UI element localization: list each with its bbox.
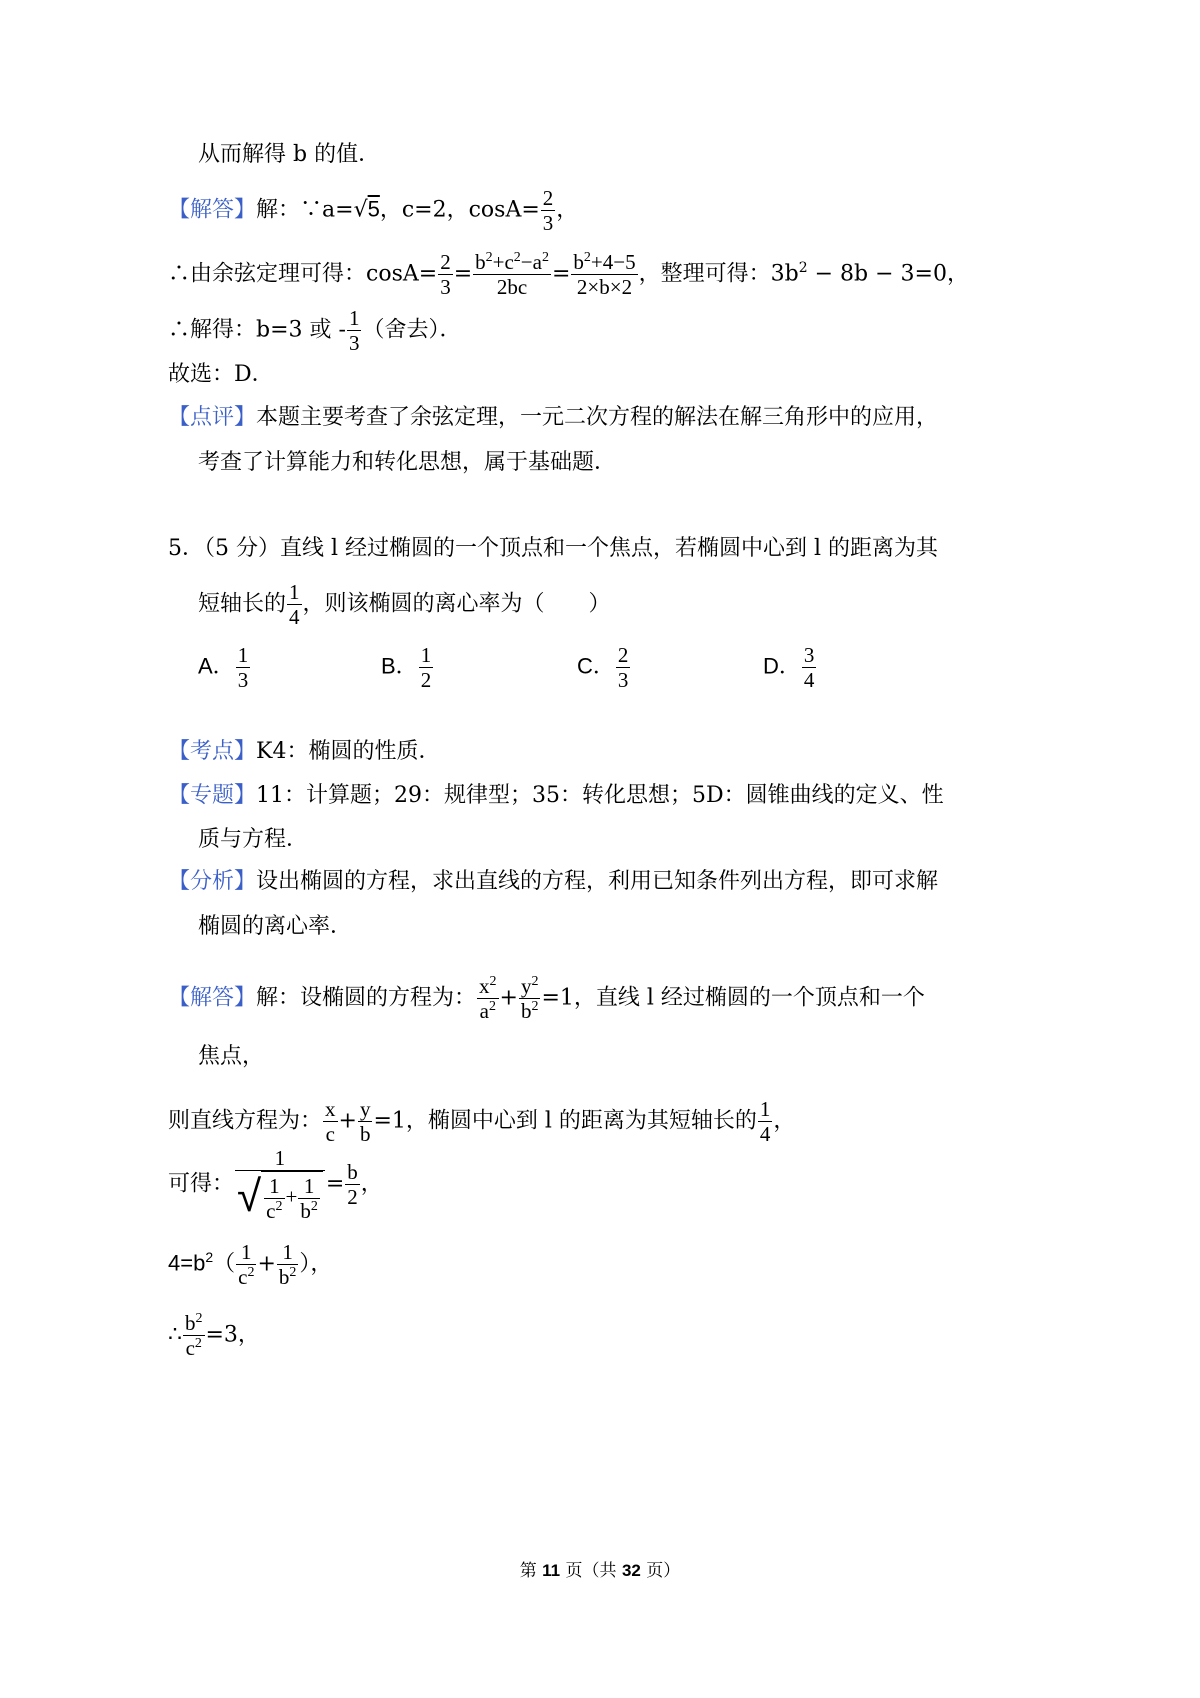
solve-line: ∴解得：b=3 或 - $\frac{1}{3}$ （舍去）． <box>168 306 462 355</box>
fenxi-tag: 【分析】 <box>168 869 257 894</box>
fraction-one-quarter: $\frac{1}{4}$ <box>289 580 300 629</box>
solution-tag: 【解答】 <box>168 197 257 223</box>
option-a: A． $\frac{1}{3}$ <box>198 643 249 692</box>
page-number: 11 <box>542 1561 561 1580</box>
fraction-y-b: $\frac{y}{b}$ <box>359 1097 371 1146</box>
review-tag: 【点评】 <box>168 405 257 430</box>
fraction-1-c2: $\frac{1}{c^2}$ <box>266 1174 283 1223</box>
fraction-two-thirds-b: $\frac{2}{3}$ <box>440 250 451 299</box>
solution-5-line-1: 【解答】解：设椭圆的方程为： $\frac{x^2}{a^2}$ + $\frac{y^2}{b^2}$ =1，直线 l 经过椭圆的一个顶点和一个 <box>168 974 925 1023</box>
sqrt-symbol: √ <box>353 197 368 223</box>
fraction-cosine-formula: $\frac{b^2+c^2-a^2}{2bc}$ <box>475 250 549 299</box>
fraction-1-b2-b: $\frac{1}{b^2}$ <box>278 1240 297 1289</box>
fenxi-line-1: 【分析】设出椭圆的方程，求出直线的方程，利用已知条件列出方程，即可求解 <box>168 869 939 894</box>
zhuanti-line-2: 质与方程． <box>198 827 309 852</box>
distance-equation: 可得： 1 √ $\frac{1}{c^2}$ + $\frac{1}{b^2}$ = $\frac{b}{2}$ ， <box>168 1146 383 1223</box>
page-footer: 第 11 页（共 32 页） <box>519 1561 681 1581</box>
review-line-1: 【点评】本题主要考查了余弦定理，一元二次方程的解法在解三角形中的应用， <box>168 405 939 430</box>
page-total: 32 <box>621 1561 641 1580</box>
question-5-line-2: 短轴长的 $\frac{1}{4}$ ，则该椭圆的离心率为（ ） <box>198 580 611 629</box>
kaodian-line: 【考点】K4：椭圆的性质． <box>168 739 441 764</box>
fraction-cosine-substituted: $\frac{b^2+4-5}{2\times b\times 2}$ <box>573 250 636 299</box>
option-c: C． $\frac{2}{3}$ <box>577 643 629 692</box>
sqrt-expression: √ $\frac{1}{c^2}$ + $\frac{1}{b^2}$ <box>237 1171 323 1223</box>
ratio-equation: ∴ $\frac{b^2}{c^2}$ =3， <box>168 1311 260 1360</box>
fraction-x-c: $\frac{x}{c}$ <box>325 1097 336 1146</box>
option-d: D． $\frac{3}{4}$ <box>763 643 815 692</box>
solution-5-line-2: 焦点， <box>198 1044 265 1069</box>
answer-choice-line: 故选：D． <box>168 362 274 387</box>
cosine-law-line: ∴由余弦定理可得：cosA= $\frac{2}{3}$ = $\frac{b^2+c^2-a^2}{2bc}$ = $\frac{b^2+4-5}{2\times b\times 2}$ ，整理可得：$3b^2 - 8b - 3=0$， <box>168 250 969 299</box>
fraction-y2-b2: $\frac{y^2}{b^2}$ <box>520 974 539 1023</box>
fraction-1-c2-b: $\frac{1}{c^2}$ <box>238 1240 255 1289</box>
fraction-distance: 1 √ $\frac{1}{c^2}$ + $\frac{1}{b^2}$ <box>235 1146 325 1223</box>
review-line-2: 考查了计算能力和转化思想，属于基础题． <box>198 450 617 475</box>
fraction-b-2: $\frac{b}{2}$ <box>347 1160 358 1209</box>
option-b: B． $\frac{1}{2}$ <box>381 643 432 692</box>
fraction-two-thirds: $\frac{2}{3}$ <box>542 186 554 235</box>
option-d-fraction: $\frac{3}{4}$ <box>803 643 815 692</box>
fraction-one-third: $\frac{1}{3}$ <box>348 306 360 355</box>
solution-4-line: 【解答】解：∵a=√5，c=2，cosA= $\frac{2}{3}$ ， <box>168 186 579 235</box>
fraction-b2-c2: $\frac{b^2}{c^2}$ <box>185 1311 203 1360</box>
line-equation: 则直线方程为： $\frac{x}{c}$ + $\frac{y}{b}$ =1，椭圆中心到 l 的距离为其短轴长的 $\frac{1}{4}$ ， <box>168 1097 796 1146</box>
option-a-fraction: $\frac{1}{3}$ <box>237 643 249 692</box>
solution-5-tag: 【解答】 <box>168 985 257 1011</box>
option-c-fraction: $\frac{2}{3}$ <box>617 643 629 692</box>
fenxi-line-2: 椭圆的离心率． <box>198 914 353 939</box>
kaodian-tag: 【考点】 <box>168 739 257 764</box>
fraction-1-b2: $\frac{1}{b^2}$ <box>300 1174 318 1223</box>
continuation-text: 从而解得 b 的值． <box>198 142 381 167</box>
zhuanti-line-1: 【专题】11：计算题；29：规律型；35：转化思想；5D：圆锥曲线的定义、性 <box>168 783 944 808</box>
four-equation: $4=b^2$（ $\frac{1}{c^2}$ + $\frac{1}{b^2}$ ）， <box>168 1240 333 1289</box>
fraction-one-quarter-b: $\frac{1}{4}$ <box>759 1097 771 1146</box>
option-b-fraction: $\frac{1}{2}$ <box>420 643 432 692</box>
zhuanti-tag: 【专题】 <box>168 783 257 808</box>
question-5-line-1: 5．（5 分）直线 l 经过椭圆的一个顶点和一个焦点，若椭圆中心到 l 的距离为其 <box>168 536 939 561</box>
fraction-x2-a2: $\frac{x^2}{a^2}$ <box>479 974 497 1023</box>
